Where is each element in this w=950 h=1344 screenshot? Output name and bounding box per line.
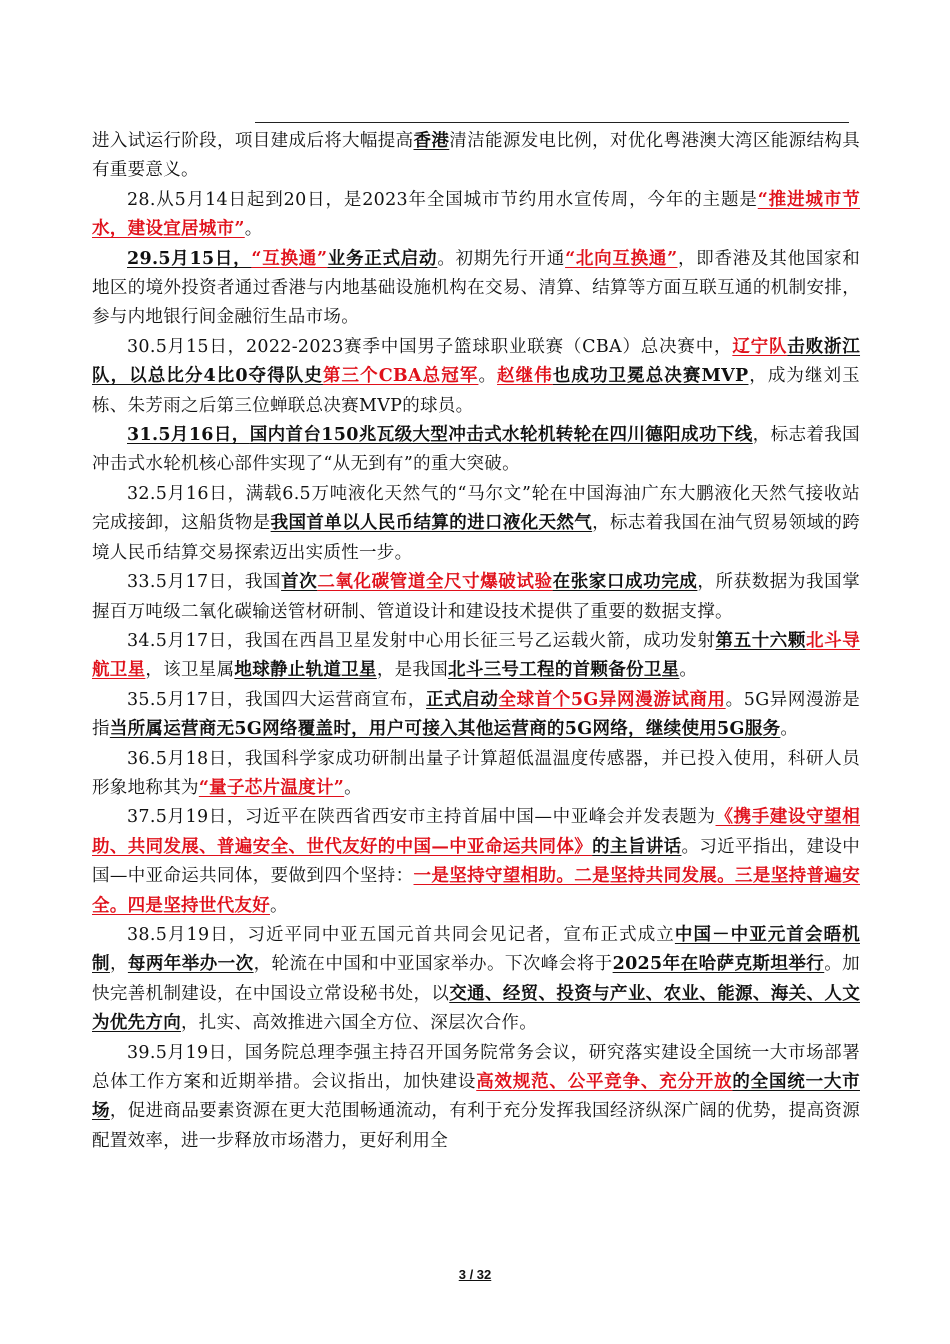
- emphasis-text: 2025年在哈萨克斯坦举行: [612, 954, 825, 975]
- body-text: 39.5月19日，国务院总理李强主持召开国务院常务会议，研究落实建设全国统一大市场部署总体工作方案和近期举措。会议指出，加快建设: [92, 1042, 860, 1092]
- paragraph: [92, 745, 860, 804]
- highlight-red-text: 北斗导航卫星: [92, 630, 860, 681]
- emphasis-text: 击败浙江队，以总比分4比0夺得队史: [92, 336, 861, 387]
- paragraph: [92, 803, 860, 921]
- body-text: 38.5月19日，习近平同中亚五国元首共同会见记者，宣布正式成立: [127, 924, 675, 945]
- body-text: 进入试运行阶段，项目建成后将大幅提高: [92, 131, 414, 151]
- emphasis-text: 北斗三号工程的首颗备份卫星: [448, 660, 680, 681]
- highlight-red-text: “互换通”: [251, 248, 328, 269]
- highlight-red-text: 辽宁队: [732, 336, 788, 357]
- emphasis-text: 当所属运营商无5G网络覆盖时，用户可接入其他运营商的5G网络，继续使用5G服务: [109, 719, 781, 740]
- emphasis-text: 的主旨讲话: [592, 836, 682, 857]
- body-text: 28.从5月14日起到20日，是2023年全国城市节约用水宣传周，今年的主题是: [127, 189, 758, 210]
- body-text: 。: [270, 895, 288, 916]
- body-text: ，扎实、高效推进六国全方位、深层次合作。: [181, 1013, 537, 1034]
- body-text: ，即香港及其他国家和地区的境外投资者通过香港与内地基础设施机构在交易、清算、结算等方面互联互通的机制安排，参与内地银行间金融衍生品市场。: [92, 248, 860, 328]
- body-text: 。5G异网漫游是指: [92, 689, 861, 740]
- emphasis-text: 业务正式启动: [327, 248, 438, 269]
- emphasis-text: 29.5月15日，: [127, 248, 252, 269]
- emphasis-text: 交通、经贸、投资与产业、农业、能源、海关、人文为优先方向: [92, 983, 860, 1034]
- body-text: 。加快完善机制建设，在中国设立常设秘书处，以: [92, 954, 860, 1004]
- emphasis-text: 的全国统一大市场: [92, 1072, 860, 1122]
- body-text: ，所获数据为我国掌握百万吨级二氧化碳输送管材研制、管道设计和建设技术提供了重要的数据支撑。: [92, 572, 860, 622]
- header-rule: [255, 122, 849, 123]
- paragraph: [92, 333, 860, 421]
- emphasis-text: 在张家口成功完成: [552, 572, 698, 593]
- body-text: ，: [109, 954, 128, 975]
- paragraph: [92, 186, 860, 245]
- highlight-red-text: 第三个CBA总冠军: [322, 366, 479, 387]
- highlight-red-text: 《携手建设守望相助、共同发展、普遍安全、世代友好的中国—中亚命运共同体》: [92, 807, 860, 857]
- body-text: 。: [244, 219, 263, 240]
- body-text: ，轮流在中国和中亚国家举办。下次峰会将于: [253, 954, 613, 975]
- document-body: [92, 127, 860, 1156]
- body-text: ，标志着我国在油气贸易领域的跨境人民币结算交易探索迈出实质性一步。: [92, 513, 861, 563]
- highlight-red-text: 全球首个5G异网漫游试商用: [498, 689, 726, 710]
- paragraph: [92, 1039, 860, 1157]
- highlight-red-text: 一是坚持守望相助。二是坚持共同发展。三是坚持普遍安全。四是坚持世代友好: [92, 866, 860, 916]
- body-text: 清洁能源发电比例，对优化粤港澳大湾区能源结构具有重要意义。: [92, 131, 860, 181]
- emphasis-text: 地球静止轨道卫星: [234, 660, 377, 681]
- body-text: 36.5月18日，我国科学家成功研制出量子计算超低温温度传感器，并已投入使用，科研人员形象地称其为: [92, 748, 860, 798]
- body-text: 35.5月17日，我国四大运营商宣布，: [127, 689, 427, 710]
- body-text: 。习近平指出，建设中国—中亚命运共同体，要做到四个坚持：: [92, 836, 861, 887]
- body-text: 。: [780, 719, 799, 740]
- highlight-red-text: “量子芯片温度计”: [198, 777, 345, 798]
- emphasis-text: 31.5月16日，: [127, 425, 250, 446]
- paragraph: [92, 245, 860, 333]
- paragraph: [92, 686, 860, 745]
- paragraph: [92, 568, 860, 627]
- highlight-red-text: 高效规范、公平竞争、充分开放: [476, 1072, 733, 1092]
- highlight-red-text: “推进城市节水，建设宜居城市”: [92, 189, 860, 240]
- highlight-red-text: 赵继伟: [497, 366, 553, 387]
- body-text: 30.5月15日，2022-2023赛季中国男子篮球职业联赛（CBA）总决赛中，: [127, 336, 733, 357]
- body-text: 。: [478, 366, 498, 387]
- highlight-red-text: “北向互换通”: [565, 248, 678, 269]
- highlight-red-text: 二氧化碳管道全尺寸爆破试验: [317, 572, 553, 593]
- paragraph: [92, 921, 860, 1039]
- emphasis-text: 每两年举办一次: [127, 954, 254, 975]
- body-text: 32.5月16日，满载6.5万吨液化天然气的“马尔文”轮在中国海油广东大鹏液化天然气接收站完成接卸，这船货物是: [92, 483, 860, 534]
- body-text: 37.5月19日，习近平在陕西省西安市主持首届中国—中亚峰会并发表题为: [127, 807, 716, 828]
- body-text: 34.5月17日，我国在西昌卫星发射中心用长征三号乙运载火箭，成功发射: [127, 630, 716, 651]
- paragraph: [92, 480, 860, 568]
- body-text: ，标志着我国冲击式水轮机核心部件实现了“从无到有”的重大突破。: [92, 425, 860, 475]
- page-number: 3 / 32: [458, 1267, 492, 1282]
- emphasis-text: 我国首单以人民币结算的进口液化天然气: [270, 513, 593, 534]
- emphasis-text: 正式启动: [426, 689, 499, 710]
- emphasis-text: 也成功卫冕总决赛MVP: [552, 366, 749, 387]
- body-text: ，促进商品要素资源在更大范围畅通流动，有利于充分发挥我国经济纵深广阔的优势，提高资源配置效率，进一步释放市场潜力，更好利用全: [92, 1101, 860, 1151]
- emphasis-text: 第五十六颗: [715, 630, 806, 651]
- emphasis-text: 中国－中亚元首会晤机制: [92, 924, 860, 975]
- body-text: ，该卫星属: [145, 660, 235, 681]
- emphasis-text: 首次: [281, 572, 318, 593]
- body-text: ，成为继刘玉栋、朱芳雨之后第三位蝉联总决赛MVP的球员。: [92, 366, 860, 416]
- emphasis-text: 香港: [413, 131, 450, 151]
- body-text: 。: [679, 660, 698, 681]
- body-text: 。: [344, 777, 362, 798]
- paragraph: [92, 127, 860, 186]
- paragraph: [92, 421, 860, 480]
- body-text: 。初期先行开通: [437, 248, 566, 269]
- emphasis-text: 国内首台150兆瓦级大型冲击式水轮机转轮在四川德阳成功下线: [249, 425, 753, 446]
- body-text: ，是我国: [376, 660, 449, 681]
- body-text: 33.5月17日，我国: [127, 572, 282, 593]
- paragraph: [92, 627, 860, 686]
